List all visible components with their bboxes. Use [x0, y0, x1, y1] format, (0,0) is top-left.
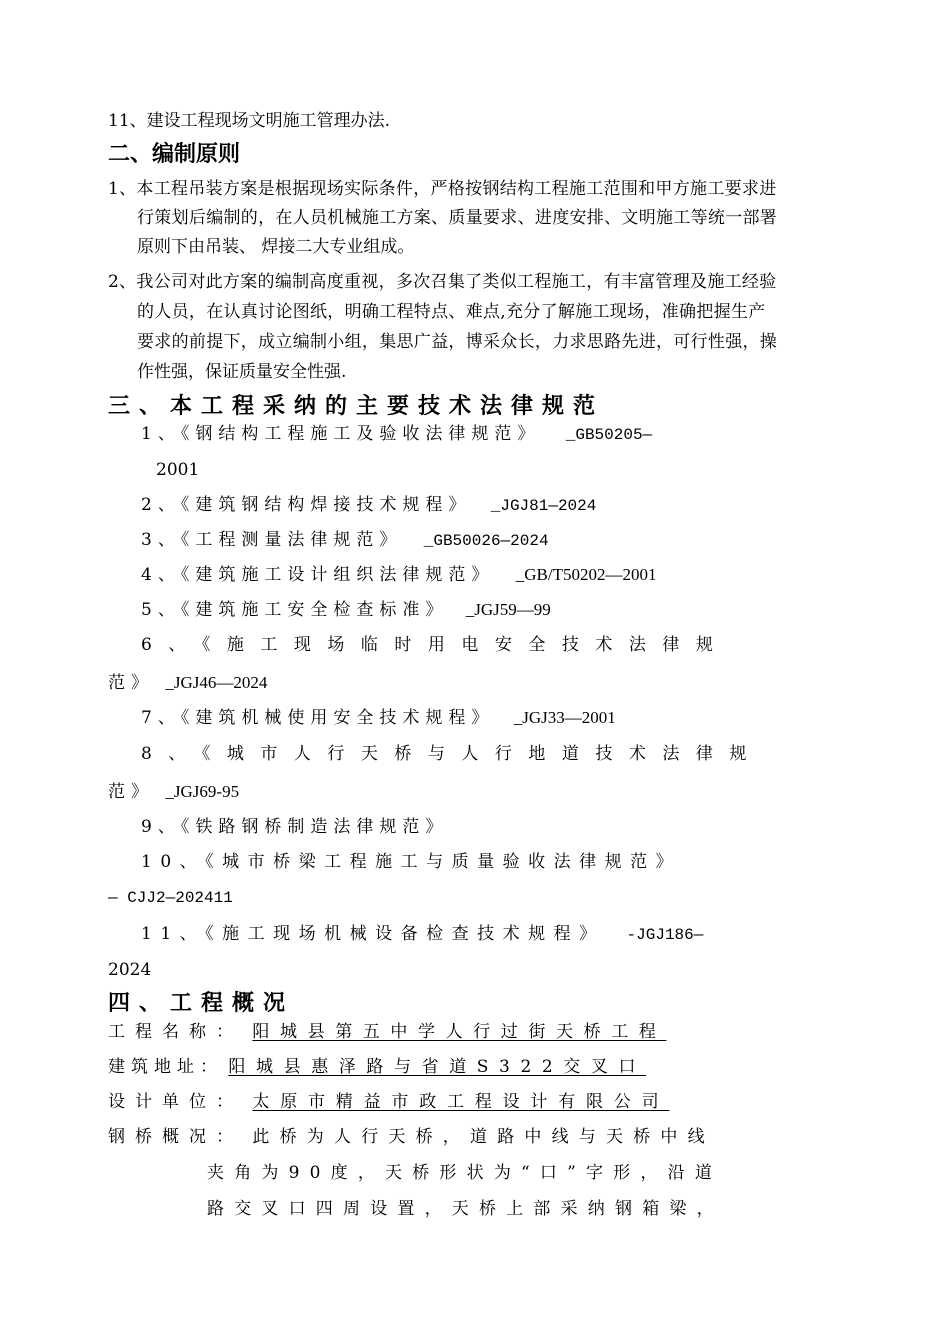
standard-title: 1、《钢结构工程施工及验收法律规范》: [141, 424, 541, 444]
standard-title-cont: 范》: [108, 673, 154, 693]
standard-item-9: 9、《铁路钢桥制造法律规范》: [141, 817, 449, 837]
field-label: 工程名称：: [108, 1022, 243, 1042]
standard-item-10: 10、《城市桥梁工程施工与质量验收法律规范》: [141, 852, 682, 872]
standard-title: 5、《建筑施工安全检查标准》: [141, 600, 449, 620]
field-design-unit: [108, 1090, 669, 1114]
field-value-line-1: 此桥为人行天桥，道路中线与天桥中线: [252, 1127, 715, 1147]
field-label: 建筑地址：: [108, 1057, 223, 1077]
standard-title: 7、《建筑机械使用安全技术规程》: [141, 708, 495, 728]
field-value-line-2: 夹角为90度，天桥形状为“口”字形，沿道: [207, 1163, 723, 1183]
section-4-heading: 四、工程概况: [108, 991, 295, 1016]
field-bridge-overview: [108, 1125, 715, 1149]
standard-item-1-cont: 2001: [156, 460, 200, 480]
standard-item-8: 8、《城市人行天桥与人行地道技术法律规: [141, 744, 763, 764]
standard-code: _GB50026—2024: [423, 532, 549, 550]
standard-title: 11、《施工现场机械设备检查技术规程》: [141, 924, 605, 944]
standard-item-8-cont: [108, 780, 239, 804]
field-label: 钢桥概况：: [108, 1127, 243, 1147]
intro-item-11: 11、建设工程现场文明施工管理办法.: [108, 111, 391, 131]
field-address: [108, 1055, 646, 1079]
standard-code: _JGJ81—2024: [490, 497, 597, 515]
standard-item-6-cont: [108, 671, 267, 695]
standard-code: _JGJ46—2024: [165, 673, 268, 692]
standard-title-cont: 范》: [108, 782, 154, 802]
field-value-line-3: 路交叉口四周设置，天桥上部采纳钢箱梁，: [207, 1199, 724, 1219]
section-3-heading: 三、本工程采纳的主要技术法律规范: [108, 394, 605, 419]
principle-2-line-3: 要求的前提下，成立编制小组，集思广益，博采众长，力求思路先进，可行性强，操: [137, 332, 778, 352]
field-label: 设计单位：: [108, 1092, 243, 1112]
standard-item-11-cont: 2024: [108, 960, 152, 980]
standard-item-5: [141, 598, 551, 622]
standard-item-11: [141, 922, 703, 947]
principle-1-line-2: 行策划后编制的，在人员机械施工方案、质量要求、进度安排、文明施工等统一部署: [137, 208, 778, 228]
standard-code: _GB/T50202—2001: [515, 565, 657, 584]
standard-item-1: [141, 422, 652, 447]
principle-2-line-1: 2、我公司对此方案的编制高度重视，多次召集了类似工程施工，有丰富管理及施工经验: [108, 272, 777, 292]
standard-code: -JGJ186—: [626, 926, 704, 944]
standard-code: _JGJ33—2001: [513, 708, 616, 727]
standard-item-2: [141, 493, 596, 518]
field-value: 阳城县惠泽路与省道S322交叉口: [228, 1057, 647, 1077]
principle-1-line-3: 原则下由吊装、 焊接二大专业组成。: [137, 237, 415, 257]
principle-1-line-1: 1、本工程吊装方案是根据现场实际条件，严格按钢结构工程施工范围和甲方施工要求进: [108, 179, 777, 199]
standard-code: _GB50205—: [565, 426, 653, 444]
section-2-heading: 二、编制原则: [108, 142, 241, 167]
standard-title: 3、《工程测量法律规范》: [141, 530, 403, 550]
standard-code: _JGJ59—99: [465, 600, 551, 619]
principle-2-line-2: 的人员，在认真讨论图纸，明确工程特点、难点,充分了解施工现场，准确把握生产: [137, 302, 766, 322]
standard-item-6: 6、《施工现场临时用电安全技术法律规: [141, 635, 730, 655]
field-project-name: [108, 1020, 666, 1044]
standard-title: 2、《建筑钢结构焊接技术规程》: [141, 495, 472, 515]
standard-item-7: [141, 706, 616, 730]
field-value: 阳城县第五中学人行过街天桥工程: [252, 1022, 667, 1042]
field-value: 太原市精益市政工程设计有限公司: [252, 1092, 670, 1112]
standard-item-3: [141, 528, 549, 553]
standard-item-10-cont: — CJJ2—202411: [108, 889, 233, 907]
principle-2-line-4: 作性强，保证质量安全性强.: [137, 362, 347, 382]
standard-item-4: [141, 563, 656, 587]
standard-title: 4、《建筑施工设计组织法律规范》: [141, 565, 495, 585]
standard-code: _JGJ69-95: [165, 782, 240, 801]
